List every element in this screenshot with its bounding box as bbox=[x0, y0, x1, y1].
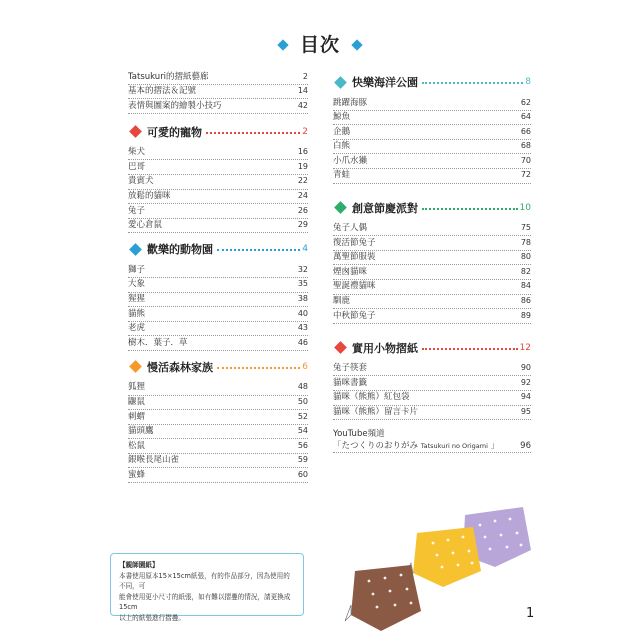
note-line-1: 本書使用原本15×15cm紙張，有的作品部分，因為使用的不同，可 bbox=[119, 571, 290, 590]
toc-entry-label: 青蛙 bbox=[333, 170, 351, 181]
toc-entry[interactable] bbox=[333, 391, 531, 406]
toc-entry[interactable] bbox=[333, 111, 531, 126]
toc-entry-label: 兔子 bbox=[128, 205, 146, 216]
section-page: 12 bbox=[519, 342, 531, 353]
page-number: 1 bbox=[526, 606, 535, 621]
toc-section bbox=[333, 336, 531, 420]
toc-entry-label: 鼴鼠 bbox=[128, 397, 146, 407]
left-sections bbox=[128, 120, 308, 483]
toc-entry-label: 松鼠 bbox=[128, 440, 146, 451]
toc-entry-page: 64 bbox=[520, 112, 531, 122]
toc-entry[interactable] bbox=[128, 70, 308, 85]
toc-entry[interactable] bbox=[333, 265, 531, 280]
toc-entry[interactable] bbox=[128, 410, 308, 425]
section-heading[interactable] bbox=[128, 355, 308, 379]
toc-entry-label: 表情與圖案的繪製小技巧 bbox=[128, 100, 222, 111]
toc-entry-label: 中秋節兔子 bbox=[333, 310, 376, 321]
toc-entry-page: 75 bbox=[520, 223, 531, 233]
note-box bbox=[110, 553, 304, 622]
toc-entry-page: 40 bbox=[297, 308, 308, 318]
toc-entry-page: 95 bbox=[520, 407, 531, 416]
toc-entry-label: 貴賓犬 bbox=[128, 176, 154, 187]
toc-entry-label: 復活節兔子 bbox=[333, 237, 376, 248]
youtube-channel-row bbox=[333, 440, 531, 453]
toc-section bbox=[128, 355, 308, 483]
toc-entry-page: 26 bbox=[297, 205, 308, 215]
toc-entry-label: 貓咪書籤 bbox=[333, 377, 368, 388]
toc-entry-page: 16 bbox=[297, 147, 308, 157]
youtube-page: 96 bbox=[520, 441, 531, 452]
youtube-channel-close: 」 bbox=[490, 441, 500, 452]
toc-entry-page: 43 bbox=[297, 323, 308, 333]
toc-entry[interactable] bbox=[333, 406, 531, 421]
toc-entry[interactable] bbox=[128, 396, 308, 411]
section-diamond-icon bbox=[334, 341, 347, 354]
note-heading: 【親師園紙】 bbox=[119, 561, 159, 569]
toc-entry-page: 62 bbox=[520, 97, 531, 107]
section-title: 快樂海洋公園 bbox=[352, 76, 418, 89]
section-title: 實用小物摺紙 bbox=[352, 341, 418, 355]
youtube-label: YouTube頻道 bbox=[333, 429, 385, 440]
brown-hedgehog-icon bbox=[345, 565, 421, 631]
toc-entry[interactable] bbox=[333, 251, 531, 266]
toc-entry-page: 35 bbox=[297, 279, 308, 289]
section-dotted-rule bbox=[217, 367, 300, 369]
toc-entry-label: 兔子筷套 bbox=[333, 363, 368, 374]
toc-entry-page: 46 bbox=[297, 337, 308, 347]
toc-entry-label: 猩猩 bbox=[128, 294, 146, 305]
toc-entry-label: 貓熊 bbox=[128, 308, 146, 319]
section-diamond-icon bbox=[129, 243, 142, 256]
toc-entry-page: 52 bbox=[297, 411, 308, 421]
section-heading[interactable] bbox=[333, 70, 531, 94]
toc-entry[interactable] bbox=[128, 263, 308, 278]
section-page: 6 bbox=[302, 361, 308, 372]
toc-section bbox=[333, 70, 531, 184]
toc-entry[interactable] bbox=[128, 439, 308, 454]
toc-entry-page: 48 bbox=[297, 382, 308, 392]
toc-entry-page: 92 bbox=[520, 377, 531, 387]
toc-entry[interactable] bbox=[128, 278, 308, 293]
toc-entry-page: 42 bbox=[297, 100, 308, 110]
toc-entry-page: 86 bbox=[520, 296, 531, 306]
section-title: 歡樂的動物園 bbox=[147, 243, 213, 257]
section-heading[interactable] bbox=[128, 120, 308, 144]
toc-entry-label: 貓頭鷹 bbox=[128, 426, 154, 437]
toc-entry-page: 38 bbox=[297, 294, 308, 304]
toc-entry[interactable] bbox=[128, 293, 308, 308]
toc-entry-label: 獅子 bbox=[128, 264, 146, 275]
section-diamond-icon bbox=[129, 125, 142, 138]
section-dotted-rule bbox=[422, 348, 518, 350]
toc-entry[interactable] bbox=[333, 376, 531, 391]
toc-entry-page: 68 bbox=[520, 141, 531, 151]
section-heading[interactable] bbox=[333, 336, 531, 360]
toc-entry[interactable] bbox=[333, 125, 531, 140]
toc-entry[interactable] bbox=[333, 362, 531, 377]
toc-entry-label: 蜜蜂 bbox=[128, 469, 146, 480]
toc-entry-label: 企鵝 bbox=[333, 126, 351, 137]
section-dotted-rule bbox=[422, 208, 518, 210]
toc-section bbox=[128, 237, 308, 351]
section-diamond-icon bbox=[129, 361, 142, 374]
toc-entry-page: 54 bbox=[297, 426, 308, 436]
toc-entry[interactable] bbox=[128, 190, 308, 205]
toc-entry-label: 巴哥 bbox=[128, 161, 146, 172]
toc-entry-label: 愛心倉鼠 bbox=[128, 220, 163, 231]
toc-entry[interactable] bbox=[333, 280, 531, 295]
toc-entry[interactable] bbox=[128, 381, 308, 396]
toc-entry[interactable] bbox=[128, 322, 308, 337]
toc-entry[interactable] bbox=[128, 204, 308, 219]
section-dotted-rule bbox=[422, 82, 523, 84]
toc-entry[interactable] bbox=[128, 160, 308, 175]
toc-entry[interactable] bbox=[333, 154, 531, 169]
section-page: 8 bbox=[525, 77, 531, 87]
toc-entry-page: 14 bbox=[297, 86, 308, 96]
section-title: 慢活森林家族 bbox=[147, 360, 213, 374]
toc-section bbox=[333, 196, 531, 324]
section-page: 2 bbox=[302, 126, 308, 137]
toc-entry-label: 狐狸 bbox=[128, 382, 146, 393]
section-heading[interactable] bbox=[333, 196, 531, 220]
toc-entry[interactable] bbox=[128, 219, 308, 234]
section-title: 可愛的寵物 bbox=[147, 125, 202, 139]
page-title: 目次 bbox=[299, 34, 340, 56]
section-heading[interactable] bbox=[128, 237, 308, 261]
section-diamond-icon bbox=[334, 201, 347, 214]
toc-entry[interactable] bbox=[333, 169, 531, 184]
toc-entry-label: 柴犬 bbox=[128, 147, 146, 158]
toc-entry[interactable] bbox=[128, 425, 308, 440]
toc-entry-page: 19 bbox=[297, 161, 308, 171]
toc-entry[interactable] bbox=[128, 99, 308, 114]
youtube-channel-name: 「たつくりのおりがみ bbox=[333, 441, 419, 452]
right-sections bbox=[333, 70, 531, 420]
toc-entry-label: 老虎 bbox=[128, 323, 146, 334]
youtube-entry[interactable] bbox=[333, 428, 531, 453]
toc-entry-page: 78 bbox=[520, 237, 531, 247]
diamond-icon bbox=[277, 39, 288, 50]
toc-entry-page: 60 bbox=[297, 469, 308, 479]
toc-entry[interactable] bbox=[128, 307, 308, 322]
toc-entry-label: 基本的摺法＆記號 bbox=[128, 86, 197, 97]
yellow-hedgehog-icon bbox=[403, 527, 481, 587]
section-page: 4 bbox=[302, 244, 308, 255]
diamond-icon bbox=[351, 39, 362, 50]
toc-entry-label: 樹木．葉子．草 bbox=[128, 337, 188, 348]
intro-list bbox=[128, 70, 308, 114]
toc-entry-label: 銀喉長尾山雀 bbox=[128, 455, 180, 466]
toc-entry-label: 貓咪（熊熊）留言卡片 bbox=[333, 407, 419, 417]
toc-entry-page: 66 bbox=[520, 126, 531, 136]
toc-entry-label: 小爪水獺 bbox=[333, 155, 368, 166]
section-title: 創意節慶派對 bbox=[352, 201, 418, 215]
toc-entry[interactable] bbox=[333, 222, 531, 237]
hedgehog-origami-illustration bbox=[345, 495, 535, 635]
youtube-channel-romaji: Tatsukuri no Origami bbox=[420, 442, 488, 451]
toc-entry-label: 萬聖節服裝 bbox=[333, 252, 376, 263]
toc-entry[interactable] bbox=[333, 96, 531, 111]
toc-entry-label: Tatsukuri的摺紙藝廊 bbox=[128, 71, 209, 82]
toc-entry-page: 94 bbox=[520, 392, 531, 402]
toc-entry-label: 鯨魚 bbox=[333, 112, 351, 123]
toc-entry-label: 煙囪貓咪 bbox=[333, 266, 368, 277]
toc-entry-page: 29 bbox=[297, 220, 308, 230]
toc-entry-page: 24 bbox=[297, 191, 308, 201]
toc-entry-label: 刺蝟 bbox=[128, 411, 146, 422]
toc-entry-page: 80 bbox=[520, 252, 531, 262]
section-dotted-rule bbox=[217, 249, 300, 251]
toc-entry-page: 72 bbox=[520, 170, 531, 180]
toc-entry[interactable] bbox=[333, 236, 531, 251]
toc-entry[interactable] bbox=[128, 454, 308, 469]
toc-entry-page: 2 bbox=[302, 71, 308, 81]
toc-entry-label: 白熊 bbox=[333, 141, 351, 152]
toc-right-column bbox=[333, 70, 531, 453]
toc-entry-label: 貓咪（熊熊）紅包袋 bbox=[333, 392, 410, 403]
toc-entry-page: 59 bbox=[297, 455, 308, 465]
toc-entry[interactable] bbox=[128, 468, 308, 483]
toc-entry[interactable] bbox=[128, 85, 308, 100]
toc-entry-label: 跳躍海豚 bbox=[333, 97, 368, 108]
toc-entry-page: 70 bbox=[520, 155, 531, 165]
toc-entry-label: 大象 bbox=[128, 279, 146, 290]
section-diamond-icon bbox=[334, 76, 347, 89]
toc-entry-page: 56 bbox=[297, 440, 308, 450]
toc-entry[interactable] bbox=[333, 295, 531, 310]
toc-entry-page: 50 bbox=[297, 397, 308, 406]
toc-entry[interactable] bbox=[333, 309, 531, 324]
toc-entry-page: 84 bbox=[520, 281, 531, 291]
note-line-2: 能會使用更小尺寸的紙張，如有難以摺疊的情況，請更換成15cm bbox=[119, 592, 291, 611]
toc-entry[interactable] bbox=[128, 146, 308, 161]
page-header bbox=[0, 30, 640, 57]
section-page: 10 bbox=[519, 202, 531, 213]
toc-entry-page: 32 bbox=[297, 264, 308, 274]
toc-section bbox=[128, 120, 308, 234]
note-line-3: 以上的紙張進行摺疊。 bbox=[119, 613, 185, 622]
toc-entry[interactable] bbox=[333, 140, 531, 155]
toc-entry-label: 放鬆的貓咪 bbox=[128, 191, 171, 202]
section-dotted-rule bbox=[206, 132, 300, 134]
toc-entry-page: 90 bbox=[520, 363, 531, 373]
toc-entry[interactable] bbox=[128, 175, 308, 190]
toc-entry-page: 22 bbox=[297, 176, 308, 186]
toc-entry-label: 聖誕禮貓咪 bbox=[333, 281, 376, 292]
toc-entry[interactable] bbox=[128, 336, 308, 351]
toc-entry-label: 馴鹿 bbox=[333, 296, 351, 307]
toc-entry-page: 82 bbox=[520, 266, 531, 276]
toc-entry-page: 89 bbox=[520, 310, 531, 320]
toc-left-column bbox=[128, 70, 308, 483]
toc-entry-label: 兔子人偶 bbox=[333, 223, 368, 234]
